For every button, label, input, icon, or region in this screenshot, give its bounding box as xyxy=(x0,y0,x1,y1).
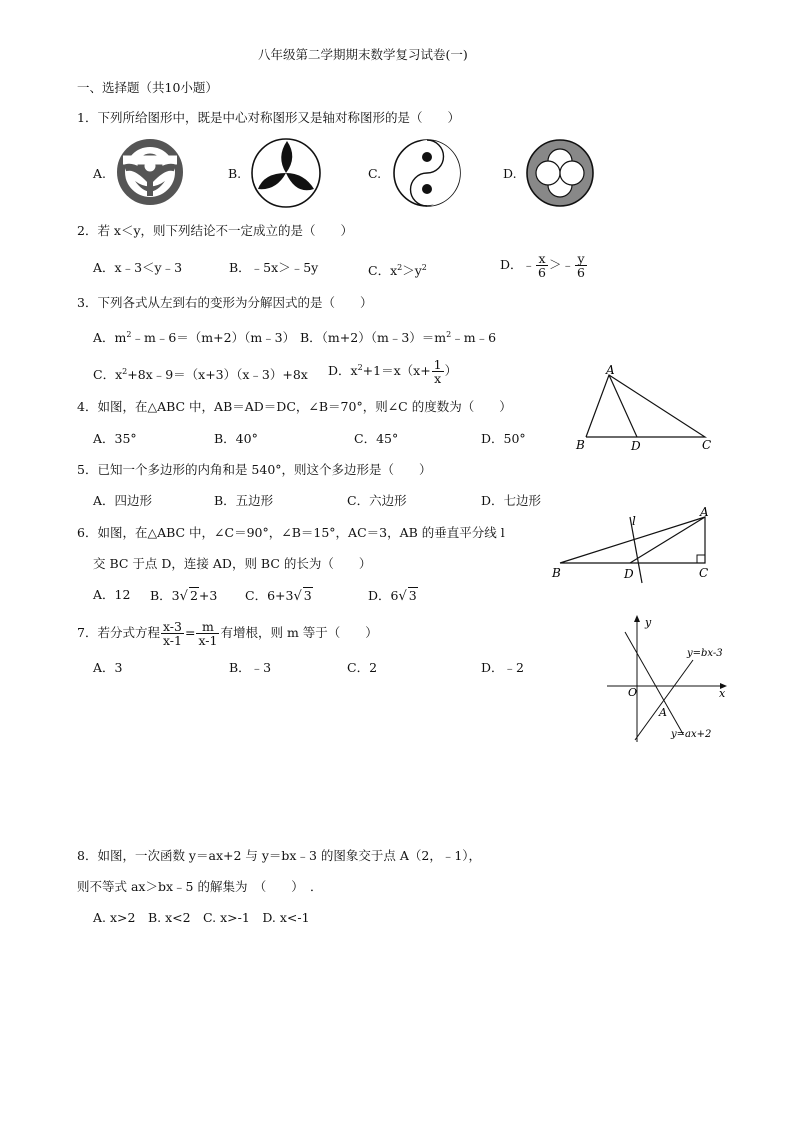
question-1-stem: 1．下列所给图形中，既是中心对称图形又是轴对称图形的是（ ） xyxy=(77,110,460,125)
q4-label-d: D xyxy=(631,439,641,453)
q6-label-b: B xyxy=(552,566,561,580)
question-6-stem-line2: 交 BC 于点 D，连接 AD，则 BC 的长为（ ） xyxy=(93,556,372,571)
q1-figure-b xyxy=(250,137,322,209)
q7-option-b: B．﹣3 xyxy=(229,660,272,675)
q1-figure-d xyxy=(525,138,595,208)
q3-option-d: D．$x^2+1=x(x+$ $\frac{1}{x}$ ） xyxy=(328,357,458,386)
question-5-stem: 5．已知一个多边形的内角和是 540°，则这个多边形是（ ） xyxy=(77,462,432,477)
q4-label-c: C xyxy=(702,438,712,452)
question-6-stem-line1: 6．如图，在△ABC 中，∠C＝90°，∠B＝15°，AC＝3，AB 的垂直平分线 l xyxy=(77,525,505,540)
q7-option-c: C．2 xyxy=(347,660,378,675)
q3-option-a: A．$m^2﹣m﹣6=(m+2)(m﹣3)$ xyxy=(93,330,296,345)
q5-option-b: B．五边形 xyxy=(214,493,274,508)
q5-option-d: D．七边形 xyxy=(481,493,542,508)
q5-option-c: C．六边形 xyxy=(347,493,407,508)
q1-figure-a xyxy=(115,136,185,206)
q6-option-d: D．6√ 3 xyxy=(368,588,417,604)
q6-label-a: A xyxy=(700,505,709,519)
graph-label-x: x xyxy=(719,687,726,700)
question-3-stem: 3．下列各式从左到右的变形为分解因式的是（ ） xyxy=(77,295,373,310)
q6-triangle-figure xyxy=(550,505,720,585)
linear-functions-graph xyxy=(605,612,730,747)
q6-label-d: D xyxy=(624,567,634,581)
q3-option-b: B．$(m+2)(m﹣3)=m^2﹣m﹣6$ xyxy=(300,330,497,345)
q7-option-a: A．3 xyxy=(93,660,123,675)
graph-label-origin: O xyxy=(628,686,638,699)
question-8-stem-line2: 则不等式 ax＞bx﹣5 的解集为 （ ） ． xyxy=(77,879,323,894)
q2-option-b: B．﹣5x＞﹣5y xyxy=(229,260,319,275)
q1-option-d-label: D. xyxy=(503,166,517,181)
q4-label-b: B xyxy=(576,438,585,452)
q1-option-b-label: B. xyxy=(228,166,242,181)
section-heading: 一、选择题（共10小题） xyxy=(77,80,218,95)
question-8-stem-line1: 8．如图，一次函数 y＝ax+2 与 y＝bx﹣3 的图象交于点 A（2，﹣1）， xyxy=(77,848,482,863)
q2-option-c: C．$x^2>y^2$ xyxy=(368,263,427,278)
q5-option-a: A．四边形 xyxy=(93,493,153,508)
graph-label-point-a: A xyxy=(659,706,667,719)
q2-option-d: D．﹣ $\frac{x}{6}$ ＞﹣ $\frac{y}{6}$ xyxy=(500,251,585,280)
q1-option-a-label: A. xyxy=(93,166,107,181)
q6-option-b: B．3√ 2+3 xyxy=(150,588,218,604)
q4-option-b: B．40° xyxy=(214,431,258,446)
q4-triangle-figure xyxy=(572,362,722,454)
q2-option-a: A．x﹣3＜y﹣3 xyxy=(93,260,183,275)
q6-label-l: l xyxy=(632,514,636,528)
q4-option-a: A．35° xyxy=(93,431,137,446)
question-7-stem: 7．若分式方程 $\frac{x-3}{x-1}$ = $\frac{m}{x-1}$ 有增根，则 m 等于（ ） xyxy=(77,619,378,648)
q4-option-d: D．50° xyxy=(481,431,526,446)
page-title: 八年级第二学期期末数学复习试卷(一) xyxy=(258,47,468,62)
q3-option-c: C．$x^2+8x﹣9=(x+3)(x﹣3)+8x$ xyxy=(93,367,308,382)
q6-option-a: A．12 xyxy=(93,587,131,602)
question-4-stem: 4．如图，在△ABC 中，AB＝AD＝DC，∠B＝70°，则∠C 的度数为（ ） xyxy=(77,399,512,414)
graph-label-y: y xyxy=(645,616,652,629)
q7-option-d: D．﹣2 xyxy=(481,660,524,675)
question-2-stem: 2．若 x＜y，则下列结论不一定成立的是（ ） xyxy=(77,223,354,238)
q4-label-a: A xyxy=(606,363,615,377)
q6-label-c: C xyxy=(699,566,709,580)
q4-option-c: C．45° xyxy=(354,431,399,446)
q6-option-c: C．6+3√ 3 xyxy=(245,588,312,604)
q1-option-c-label: C. xyxy=(368,166,382,181)
graph-label-line-bx: y=bx-3 xyxy=(687,648,723,659)
graph-label-line-ax: y=ax+2 xyxy=(671,729,712,740)
q8-options: A. x>2 B. x<2 C. x>-1 D. x<-1 xyxy=(93,910,310,925)
q1-figure-c xyxy=(392,138,462,208)
